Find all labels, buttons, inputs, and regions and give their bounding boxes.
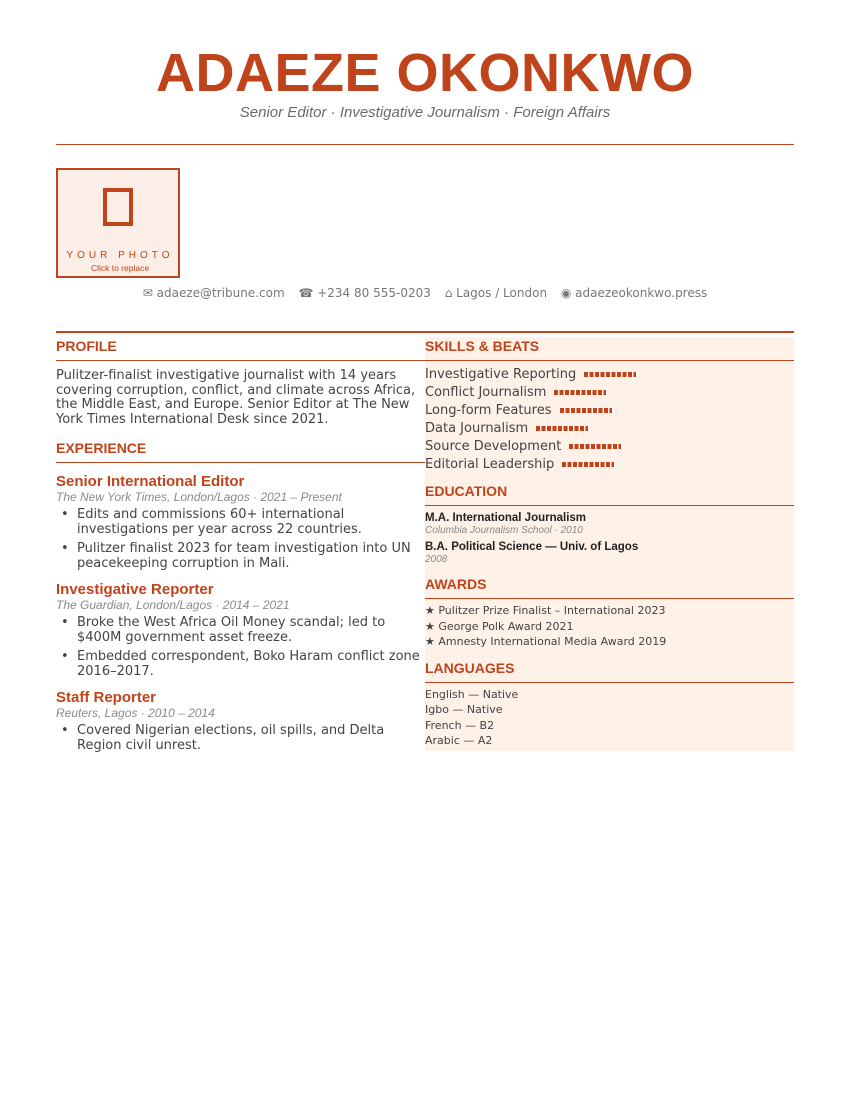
- language-item: Arabic — A2: [425, 734, 493, 747]
- skill-label: Source Development: [425, 439, 562, 454]
- award-item: ★ Pulitzer Prize Finalist – International 2023: [425, 604, 666, 617]
- skill-item: [425, 402, 794, 420]
- language-item: English — Native: [425, 687, 519, 701]
- skills-heading: SKILLS & BEATS: [425, 337, 794, 361]
- languages-heading: LANGUAGES: [425, 659, 794, 683]
- job-title: Senior International Editor: [56, 473, 245, 490]
- language-item: French — B2: [425, 718, 495, 732]
- sidebar-column: [425, 337, 794, 751]
- job-title: Staff Reporter: [56, 689, 157, 706]
- award-item: ★ Amnesty International Media Award 2019: [425, 635, 667, 648]
- skill-label: Conflict Journalism: [425, 385, 547, 400]
- skill-item: [425, 366, 794, 384]
- language-item: Igbo — Native: [425, 703, 503, 716]
- job-bullets: [56, 723, 425, 753]
- education-degree: B.A. Political Science — Univ. of Lagos: [425, 541, 639, 553]
- photo-placeholder[interactable]: [56, 168, 180, 278]
- job-bullet: • Pulitzer finalist 2023 for team investigation into UN peacekeeping corruption in Mali.: [56, 541, 425, 571]
- skills-list: [425, 366, 794, 474]
- contact-location: ⌂ Lagos / London: [444, 286, 548, 300]
- profile-text: Pulitzer-finalist investigative journalist with 14 years covering corruption, conflict, and climate across Africa, the Middle East, and Europe. Senior Editor at The New York Times International Desk since 2021.: [56, 368, 416, 427]
- job-entry: [56, 473, 425, 571]
- job-bullets: [56, 615, 425, 679]
- skill-level-bar: [584, 372, 638, 377]
- education-heading: EDUCATION: [425, 482, 794, 506]
- job-bullet: • Edits and commissions 60+ international investigations per year across 22 countries.: [56, 507, 425, 537]
- section-divider: [56, 331, 794, 333]
- job-bullet: • Broke the West Africa Oil Money scandal; led to $400M government asset freeze.: [56, 615, 425, 645]
- languages-list: [425, 687, 794, 749]
- skill-item: [425, 384, 794, 402]
- skill-label: Investigative Reporting: [425, 367, 577, 382]
- candidate-name: ADAEZE OKONKWO: [156, 43, 694, 103]
- job-entry: [56, 689, 425, 753]
- job-bullets: [56, 507, 425, 571]
- skill-level-bar: [569, 444, 623, 449]
- skill-label: Long-form Features: [425, 403, 552, 418]
- skill-item: [425, 456, 794, 474]
- skill-item: [425, 420, 794, 438]
- job-meta: The New York Times, London/Lagos · 2021 – Present: [56, 490, 342, 504]
- awards-heading: AWARDS: [425, 575, 794, 599]
- skill-label: Data Journalism: [425, 421, 529, 436]
- contact-website[interactable]: ◉ adaezeokonkwo.press: [560, 286, 708, 300]
- skill-level-bar: [560, 408, 614, 413]
- education-meta: 2008: [425, 554, 448, 565]
- skill-level-bar: [562, 462, 616, 467]
- job-bullet: • Embedded correspondent, Boko Haram conflict zone 2016–2017.: [56, 649, 425, 679]
- main-column: [56, 337, 425, 757]
- awards-list: [425, 603, 794, 650]
- contact-bar: [0, 286, 850, 300]
- skill-label: Editorial Leadership: [425, 457, 555, 472]
- job-meta: The Guardian, London/Lagos · 2014 – 2021: [56, 598, 290, 612]
- contact-phone[interactable]: ☎ +234 80 555-0203: [298, 286, 431, 300]
- photo-placeholder-icon: [103, 188, 133, 226]
- education-list: [425, 511, 794, 566]
- header-divider: [56, 144, 794, 145]
- contact-email[interactable]: ✉ adaeze@tribune.com: [142, 286, 285, 300]
- job-bullet: • Covered Nigerian elections, oil spills, and Delta Region civil unrest.: [56, 723, 425, 753]
- candidate-subtitle: Senior Editor · Investigative Journalism · Foreign Affairs: [239, 104, 611, 121]
- education-degree: M.A. International Journalism: [425, 512, 587, 524]
- photo-label: YOUR PHOTO: [66, 250, 174, 261]
- award-item: ★ George Polk Award 2021: [425, 619, 574, 633]
- education-meta: Columbia Journalism School · 2010: [425, 525, 583, 536]
- skill-level-bar: [536, 426, 590, 431]
- experience-heading: EXPERIENCE: [56, 439, 425, 463]
- photo-replace-hint[interactable]: Click to replace: [90, 263, 150, 273]
- job-title: Investigative Reporter: [56, 581, 214, 598]
- skill-item: [425, 438, 794, 456]
- job-entry: [56, 581, 425, 679]
- skill-level-bar: [554, 390, 608, 395]
- job-meta: Reuters, Lagos · 2010 – 2014: [56, 706, 215, 720]
- profile-heading: PROFILE: [56, 337, 425, 361]
